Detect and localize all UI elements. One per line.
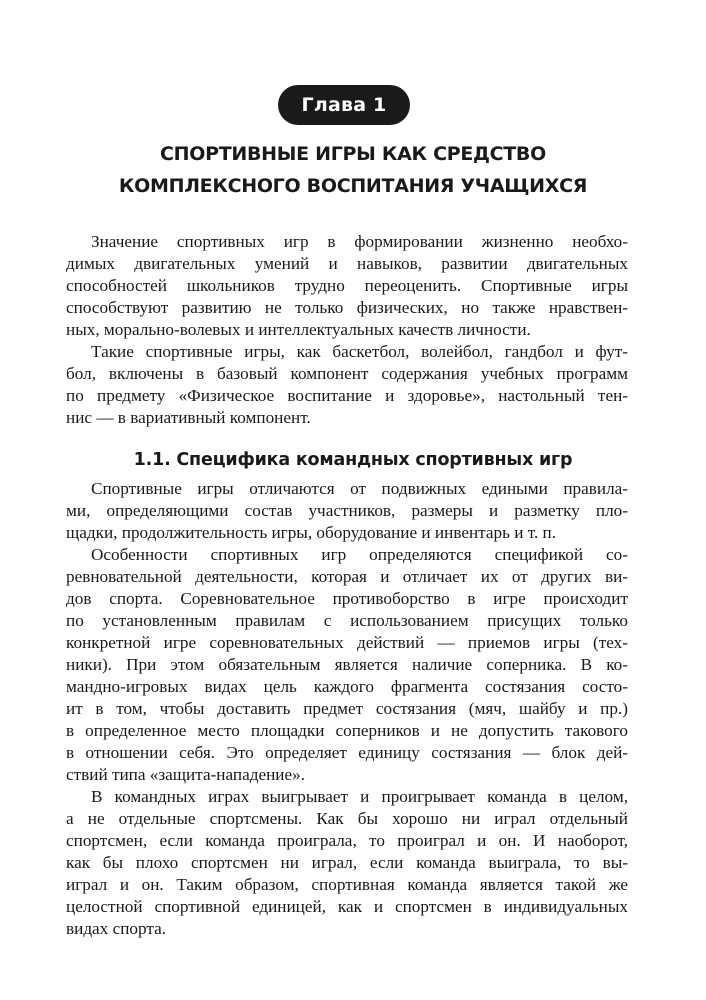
text-line: спортсмен, если команда проиграла, то проиграл и он. И наоборот, (66, 831, 628, 850)
paragraph (66, 478, 628, 544)
paragraph (66, 341, 628, 429)
text-line: по установленным правилам с использованием присущих только (66, 611, 628, 630)
text-line: нис — в вариативный компонент. (66, 408, 311, 427)
chapter-title (60, 138, 646, 202)
text-line: ревновательной деятельности, которая и отличает их от других ви- (66, 567, 628, 586)
chapter-badge: Глава 1 (278, 85, 410, 125)
chapter-title-line: СПОРТИВНЫЕ ИГРЫ КАК СРЕДСТВО (160, 143, 546, 165)
text-line: целостной спортивной единицей, как и спортсмен в индивидуальных (66, 897, 628, 916)
text-line: ных, морально-волевых и интеллектуальных качеств личности. (66, 320, 531, 339)
text-line: в отношении себя. Это определяет единицу состязания — блок дей- (66, 743, 628, 762)
text-line: димых двигательных умений и навыков, развитии двигательных (66, 254, 628, 273)
text-line: Значение спортивных игр в формировании жизненно необхо- (91, 232, 628, 251)
text-line: способностей школьников трудно переоценить. Спортивные игры (66, 276, 628, 295)
intro-text (66, 231, 628, 429)
text-line: конкретной игре соревновательных действий — приемов игры (тех- (66, 633, 628, 652)
paragraph (66, 786, 628, 940)
text-line: щадки, продолжительность игры, оборудование и инвентарь и т. п. (66, 523, 557, 542)
chapter-title-line: КОМПЛЕКСНОГО ВОСПИТАНИЯ УЧАЩИХСЯ (118, 175, 588, 197)
text-line: Особенности спортивных игр определяются спецификой со- (91, 545, 628, 564)
text-line: В командных играх выигрывает и проигрывает команда в целом, (91, 787, 628, 806)
text-line: видах спорта. (66, 919, 167, 938)
text-line: способствуют развитию не только физических, но также нравствен- (66, 298, 628, 317)
text-line: как бы плохо спортсмен ни играл, если команда выиграла, то вы- (66, 853, 628, 872)
text-line: ники). При этом обязательным является наличие соперника. В ко- (66, 655, 628, 674)
text-line: Такие спортивные игры, как баскетбол, волейбол, гандбол и фут- (91, 342, 628, 361)
text-line: играл и он. Таким образом, спортивная команда является такой же (66, 875, 628, 894)
text-line: бол, включены в базовый компонент содержания учебных программ (66, 364, 628, 383)
paragraph (66, 231, 628, 341)
section-title: 1.1. Специфика командных спортивных игр (133, 450, 573, 470)
section-text (66, 478, 628, 940)
text-line: ит в том, чтобы доставить предмет состязания (мяч, шайбу и пр.) (66, 699, 628, 718)
text-line: в определенное место площадки соперников и не допустить такового (66, 721, 628, 740)
text-line: дов спорта. Соревновательное противоборство в игре происходит (66, 589, 628, 608)
text-line: Спортивные игры отличаются от подвижных едиными правила- (91, 479, 628, 498)
text-line: по предмету «Физическое воспитание и здоровье», настольный тен- (66, 386, 628, 405)
paragraph (66, 544, 628, 786)
text-line: ствий типа «защита-нападение». (66, 765, 306, 784)
text-line: а не отдельные спортсмены. Как бы хорошо ни играл отдельный (66, 809, 628, 828)
text-line: ми, определяющими состав участников, размеры и разметку пло- (66, 501, 628, 520)
text-line: мандно-игровых видах цель каждого фрагмента состязания состо- (66, 677, 628, 696)
